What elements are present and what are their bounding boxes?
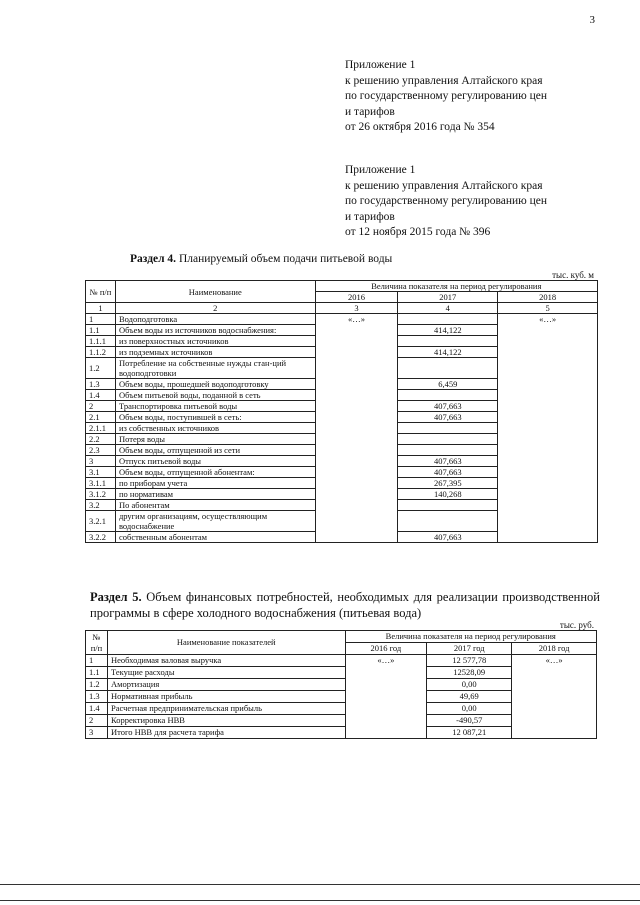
value-2017: 407,663	[398, 456, 498, 467]
row-name: другим организациям, осуществляющим водоснабжение	[115, 511, 315, 532]
row-number: 3.2	[86, 500, 116, 511]
row-number: 3.2.2	[86, 532, 116, 543]
col-number: 2	[115, 303, 315, 314]
row-number: 1.1.2	[86, 347, 116, 358]
row-name: Потребление на собственные нужды стан-ций водоподготовки	[115, 358, 315, 379]
row-number: 1.3	[86, 379, 116, 390]
row-name: из поверхностных источников	[115, 336, 315, 347]
header-2017: 2017	[398, 292, 498, 303]
appendix-line: к решению управления Алтайского края	[345, 74, 543, 87]
footer-rule	[0, 900, 640, 901]
row-number: 2.1	[86, 412, 116, 423]
row-number: 2.3	[86, 445, 116, 456]
value-2017	[398, 445, 498, 456]
value-2017	[398, 423, 498, 434]
row-name: Объем питьевой воды, поданной в сеть	[115, 390, 315, 401]
appendix-line: от 12 ноября 2015 года № 396	[345, 226, 491, 238]
row-name: из собственных источников	[115, 423, 315, 434]
row-number: 1.4	[86, 390, 116, 401]
value-2017: 6,459	[398, 379, 498, 390]
row-name: собственным абонентам	[115, 532, 315, 543]
row-number: 3	[86, 727, 108, 739]
section5-title-bold: Раздел 5.	[90, 590, 142, 604]
value-2017: 140,268	[398, 489, 498, 500]
row-number: 3	[86, 456, 116, 467]
row-name: Водоподготовка	[115, 314, 315, 325]
row-name: Транспортировка питьевой воды	[115, 401, 315, 412]
header-num: № п/п	[86, 631, 108, 655]
col-number: 5	[498, 303, 598, 314]
appendix-current	[345, 58, 547, 136]
row-name: по приборам учета	[115, 478, 315, 489]
appendix-line: по государственному регулированию цен	[345, 195, 548, 207]
header-name: Наименование	[115, 281, 315, 303]
value-2018: «…»	[498, 314, 598, 543]
appendix-line: Приложение 1	[345, 59, 416, 71]
header-2018: 2018 год	[512, 643, 597, 655]
value-2017: 414,122	[398, 325, 498, 336]
row-name: Объем воды, отпущенной из сети	[115, 445, 315, 456]
value-2016: «…»	[315, 314, 398, 543]
row-number: 3.2.1	[86, 511, 116, 532]
section5-units: тыс. руб.	[559, 620, 594, 630]
row-name: Объем воды, поступившей в сеть:	[115, 412, 315, 423]
row-name: Корректировка НВВ	[107, 715, 345, 727]
section4-title-bold: Раздел 4.	[130, 253, 177, 265]
col-number: 4	[398, 303, 498, 314]
value-2017	[398, 358, 498, 379]
table-row	[86, 655, 597, 667]
row-name: Амортизация	[107, 679, 345, 691]
header-num: № п/п	[86, 281, 116, 303]
value-2017	[398, 511, 498, 532]
appendix-line: от 26 октября 2016 года № 354	[345, 121, 495, 133]
row-name: Объем воды, прошедшей водоподготовку	[115, 379, 315, 390]
value-2017: 407,663	[398, 532, 498, 543]
row-name: Текущие расходы	[107, 667, 345, 679]
row-name: Нормативная прибыль	[107, 691, 345, 703]
value-2017	[398, 434, 498, 445]
row-number: 1	[86, 314, 116, 325]
value-2017: 414,122	[398, 347, 498, 358]
row-name: Отпуск питьевой воды	[115, 456, 315, 467]
value-2017: -490,57	[427, 715, 512, 727]
appendix-line: к решению управления Алтайского края	[345, 179, 543, 192]
col-number: 3	[315, 303, 398, 314]
row-number: 1.1.1	[86, 336, 116, 347]
row-number: 2	[86, 715, 108, 727]
header-period: Величина показателя на период регулирования	[345, 631, 597, 643]
value-2017: 267,395	[398, 478, 498, 489]
row-number: 3.1.2	[86, 489, 116, 500]
row-number: 1.2	[86, 358, 116, 379]
row-name: Объем воды из источников водоснабжения:	[115, 325, 315, 336]
value-2017: 407,663	[398, 467, 498, 478]
section5-title-text: Объем финансовых потребностей, необходимых для реализации производственной программы в сфере холодного водоснабжения (питьевая вода)	[90, 590, 600, 620]
value-2017: 407,663	[398, 401, 498, 412]
row-name: Расчетная предпринимательская прибыль	[107, 703, 345, 715]
value-2017: 12528,09	[427, 667, 512, 679]
header-name: Наименование показателей	[107, 631, 345, 655]
row-number: 2.2	[86, 434, 116, 445]
value-2017: 12 087,21	[427, 727, 512, 739]
row-number: 3.1	[86, 467, 116, 478]
header-period: Величина показателя на период регулирования	[315, 281, 597, 292]
row-name: По абонентам	[115, 500, 315, 511]
value-2017	[398, 314, 498, 325]
value-2018: «…»	[512, 655, 597, 739]
row-name: Объем воды, отпущенной абонентам:	[115, 467, 315, 478]
value-2017	[398, 336, 498, 347]
value-2017: 12 577,78	[427, 655, 512, 667]
header-2017: 2017 год	[427, 643, 512, 655]
row-number: 1.1	[86, 667, 108, 679]
appendix-previous	[345, 163, 547, 241]
row-number: 2.1.1	[86, 423, 116, 434]
header-2018: 2018	[498, 292, 598, 303]
table-row	[86, 314, 598, 325]
appendix-line: и тарифов	[345, 105, 395, 118]
appendix-line: Приложение 1	[345, 164, 416, 176]
row-number: 1.4	[86, 703, 108, 715]
section4-table	[85, 280, 598, 543]
row-number: 1.2	[86, 679, 108, 691]
row-name: Итого НВВ для расчета тарифа	[107, 727, 345, 739]
section5-title	[90, 589, 600, 621]
appendix-line: по государственному регулированию цен	[345, 90, 548, 102]
appendix-line: и тарифов	[345, 210, 395, 223]
value-2017	[398, 390, 498, 401]
row-name: Необходимая валовая выручка	[107, 655, 345, 667]
value-2017	[398, 500, 498, 511]
page-number: 3	[589, 14, 595, 26]
value-2017: 0,00	[427, 679, 512, 691]
value-2017: 407,663	[398, 412, 498, 423]
header-2016: 2016 год	[345, 643, 427, 655]
row-name: по нормативам	[115, 489, 315, 500]
value-2017: 0,00	[427, 703, 512, 715]
section4-title-text: Планируемый объем подачи питьевой воды	[176, 253, 393, 265]
col-number: 1	[86, 303, 116, 314]
row-number: 1	[86, 655, 108, 667]
row-number: 1.3	[86, 691, 108, 703]
header-2016: 2016	[315, 292, 398, 303]
section5-table	[85, 630, 597, 739]
value-2017: 49,69	[427, 691, 512, 703]
row-number: 3.1.1	[86, 478, 116, 489]
row-number: 1.1	[86, 325, 116, 336]
row-name: из подземных источников	[115, 347, 315, 358]
row-name: Потеря воды	[115, 434, 315, 445]
section4-title	[130, 252, 392, 267]
value-2016: «…»	[345, 655, 427, 739]
row-number: 2	[86, 401, 116, 412]
section4-units: тыс. куб. м	[552, 270, 594, 280]
footer-rule	[0, 884, 640, 885]
